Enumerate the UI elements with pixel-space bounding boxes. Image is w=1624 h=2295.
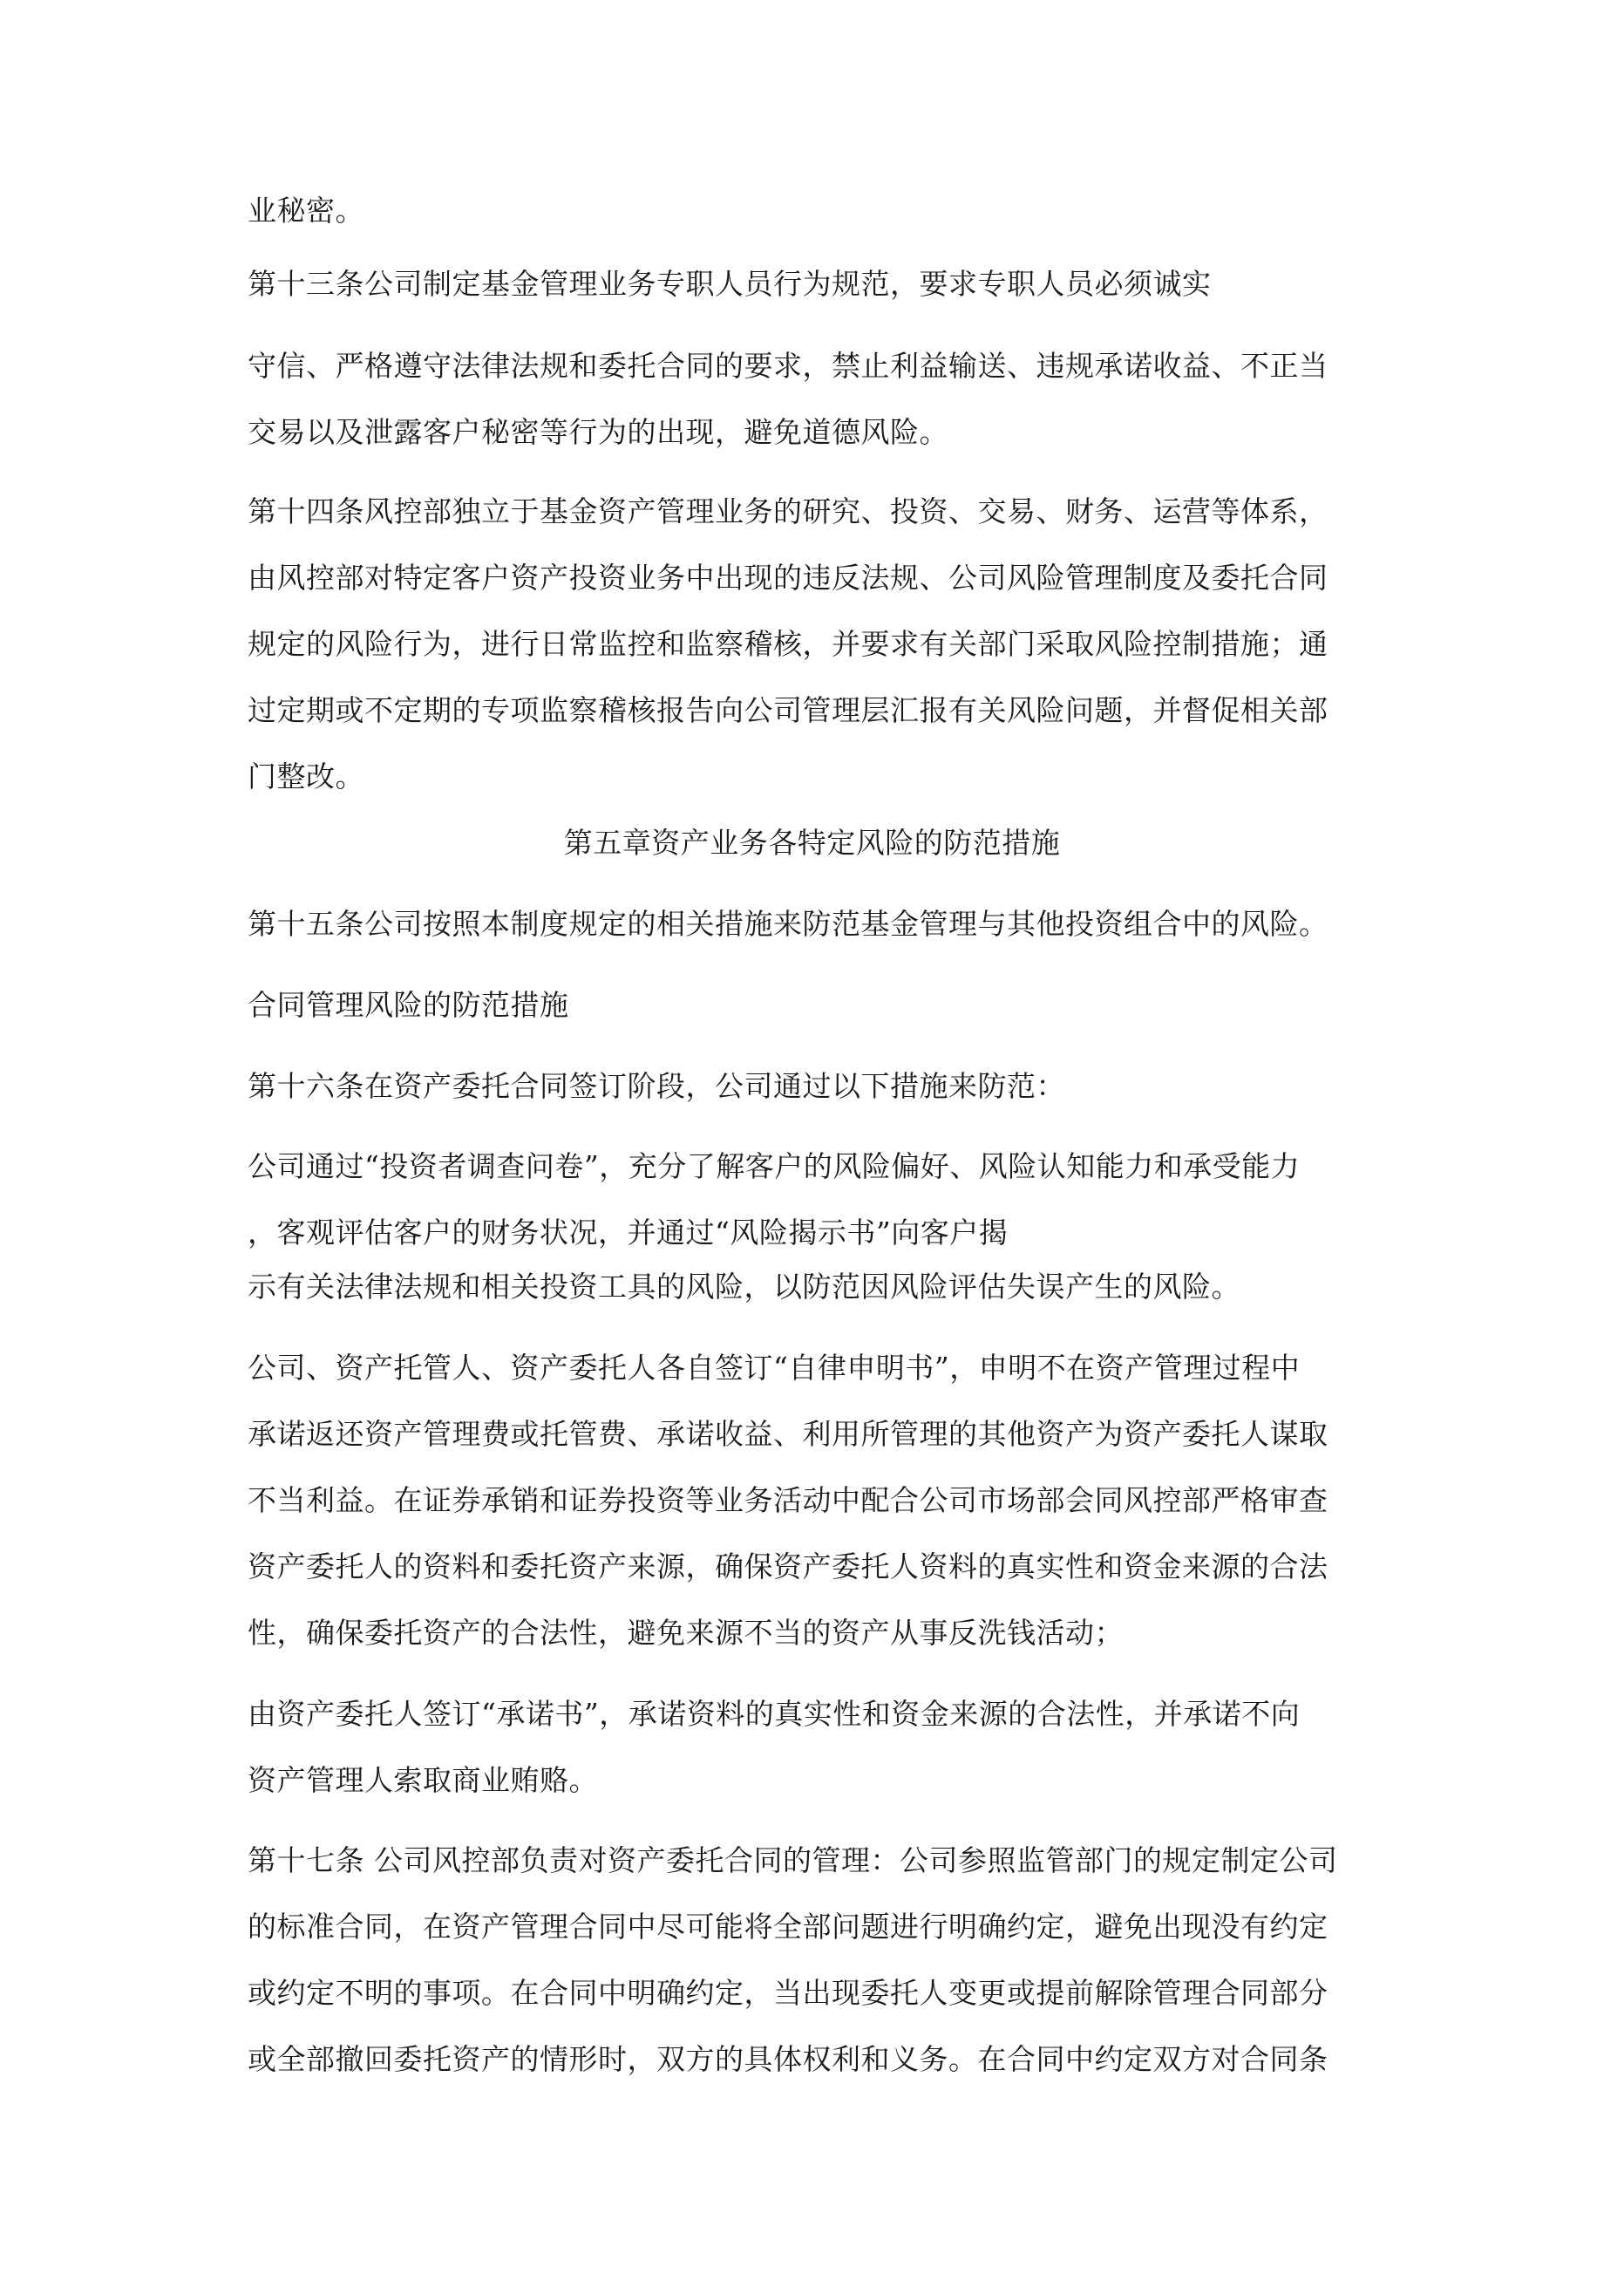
section-heading: 合同管理风险的防范措施 [248,988,569,1022]
article-15-line: 第十五条公司按照本制度规定的相关措施来防范基金管理与其他投资组合中的风险。 [248,907,1328,941]
text-line: 性，确保委托资产的合法性，避免来源不当的资产从事反洗钱活动； [248,1616,1124,1650]
text-line: 示有关法律法规和相关投资工具的风险，以防范因风险评估失误产生的风险。 [248,1270,1240,1304]
text-line: 守信、严格遵守法律法规和委托合同的要求，禁止利益输送、违规承诺收益、不正当 [248,349,1328,383]
text-line: 由资产委托人签订“承诺书”，承诺资料的真实性和资金来源的合法性，并承诺不向 [248,1697,1301,1731]
article-16-line: 第十六条在资产委托合同签订阶段，公司通过以下措施来防范： [248,1069,1065,1103]
chapter-heading: 第五章资产业务各特定风险的防范措施 [563,826,1061,860]
text-line: 规定的风险行为，进行日常监控和监察稽核，并要求有关部门采取风险控制措施；通 [248,627,1328,661]
article-14-line: 第十四条风控部独立于基金资产管理业务的研究、投资、交易、财务、运营等体系， [248,494,1328,528]
text-line: ，客观评估客户的财务状况，并通过“风险揭示书”向客户揭 [248,1216,1009,1250]
text-line: 公司通过“投资者调查问卷”，充分了解客户的风险偏好、风险认知能力和承受能力 [248,1149,1301,1183]
article-17-line: 第十七条 公司风控部负责对资产委托合同的管理：公司参照监管部门的规定制定公司 [248,1843,1338,1877]
article-13-line: 第十三条公司制定基金管理业务专职人员行为规范，要求专职人员必须诚实 [248,267,1212,301]
text-line: 业秘密。 [248,194,364,228]
text-line: 承诺返还资产管理费或托管费、承诺收益、利用所管理的其他资产为资产委托人谋取 [248,1417,1328,1451]
text-line: 的标准合同，在资产管理合同中尽可能将全部问题进行明确约定，避免出现没有约定 [248,1910,1328,1944]
text-line: 由风控部对特定客户资产投资业务中出现的违反法规、公司风险管理制度及委托合同 [248,561,1328,595]
text-line: 公司、资产托管人、资产委托人各自签订“自律申明书”，申明不在资产管理过程中 [248,1351,1301,1385]
text-line: 不当利益。在证券承销和证券投资等业务活动中配合公司市场部会同风控部严格审查 [248,1483,1328,1517]
text-line: 资产管理人索取商业贿赂。 [248,1763,598,1797]
text-line: 交易以及泄露客户秘密等行为的出现，避免道德风险。 [248,415,948,449]
text-line: 或全部撤回委托资产的情形时，双方的具体权利和义务。在合同中约定双方对合同条 [248,2042,1328,2076]
text-line: 过定期或不定期的专项监察稽核报告向公司管理层汇报有关风险问题，并督促相关部 [248,693,1328,727]
text-line: 或约定不明的事项。在合同中明确约定，当出现委托人变更或提前解除管理合同部分 [248,1976,1328,2010]
text-line: 资产委托人的资料和委托资产来源，确保资产委托人资料的真实性和资金来源的合法 [248,1549,1328,1583]
text-line: 门整改。 [248,759,364,793]
